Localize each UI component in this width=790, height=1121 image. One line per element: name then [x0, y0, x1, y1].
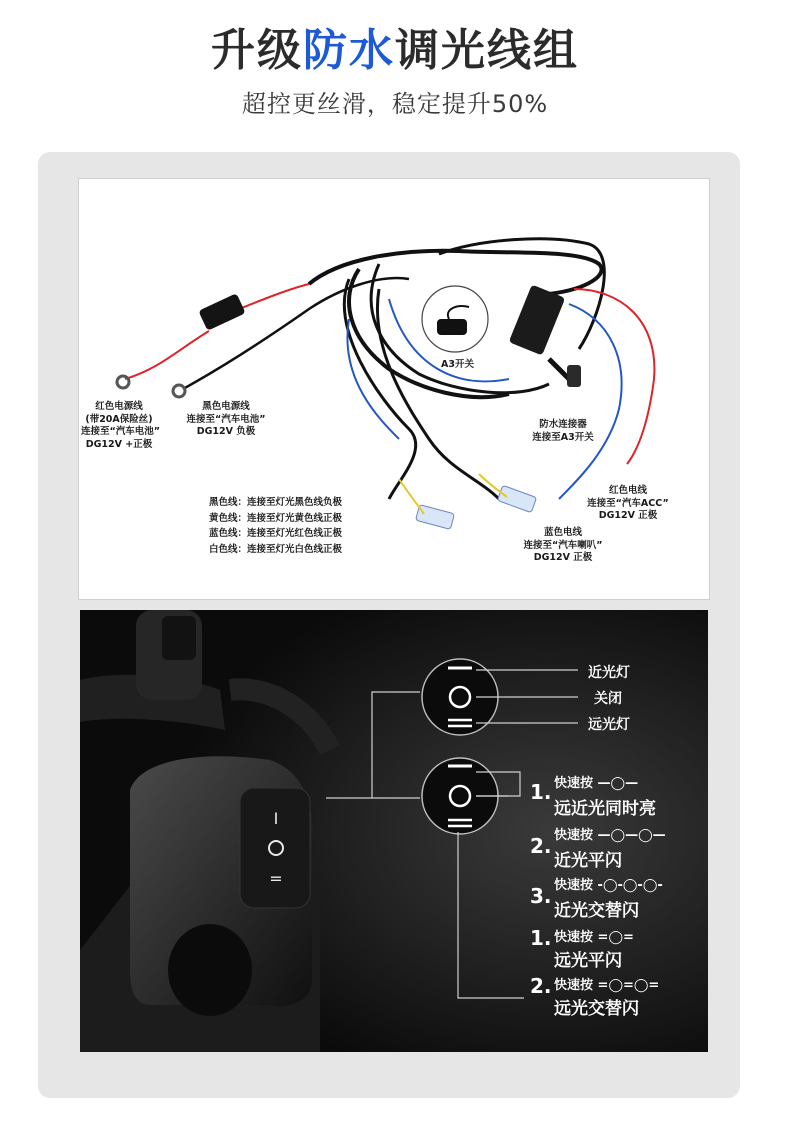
- title-pre: 升级: [211, 25, 303, 76]
- waterproof-connector: [567, 365, 581, 387]
- title-post: 调光线组: [395, 25, 579, 76]
- switch-function-panel: [80, 610, 708, 1052]
- page-title: [0, 14, 790, 78]
- mode-1-desc: 远近光同时亮: [554, 799, 656, 819]
- light-wire-blue: 蓝色线：连接至灯光红色线正极: [209, 528, 343, 539]
- legend-low-beam: 远光灯: [588, 717, 630, 733]
- relay-box: [509, 285, 566, 356]
- legend-off: 关闭: [594, 691, 622, 707]
- light-wire-yellow: 黄色线：连接至灯光黄色线正极: [209, 512, 343, 524]
- fuse-holder: [198, 293, 245, 331]
- red-acc-line-2: 连接至“汽车ACC”: [587, 497, 669, 509]
- connector-line-1: 防水连接器: [539, 419, 587, 430]
- blue-horn-line-3: DG12V 正极: [533, 552, 593, 563]
- a3-switch-label: A3开关: [441, 359, 474, 370]
- mode-3-action: [554, 874, 663, 893]
- black-power-label: [181, 401, 271, 439]
- title-highlight: 防水: [303, 25, 395, 76]
- mode-5-number: 2.: [530, 974, 552, 998]
- mode-2-desc: 近光平闪: [554, 851, 622, 871]
- svg-text:=: =: [269, 869, 283, 888]
- mode-1-symbol: —◯—: [597, 776, 639, 791]
- svg-text:I: I: [273, 809, 279, 828]
- mode-5-action-text: 快速按: [554, 978, 594, 993]
- mode-5-symbol: =◯=◯=: [597, 978, 660, 993]
- light-terminals-b: [497, 485, 536, 512]
- a3-switch-icon: [437, 319, 467, 335]
- page-subtitle: 超控更丝滑，稳定提升50%: [241, 90, 549, 118]
- blue-horn-line-2: 连接至“汽车喇叭”: [523, 539, 603, 551]
- mode-2-action-text: 快速按: [554, 828, 594, 843]
- mode-4-number: 1.: [530, 926, 552, 950]
- black-power-line-2: 连接至“汽车电池”: [186, 413, 266, 425]
- red-power-line-4: DG12V +正极: [85, 438, 153, 450]
- rocker-switch: [240, 788, 310, 908]
- mode-3-number: 3.: [530, 884, 552, 908]
- mode-4-symbol: =◯=: [597, 930, 634, 945]
- legend-high-beam: 近光灯: [588, 665, 630, 681]
- mode-5-desc: 远光交替闪: [554, 999, 639, 1019]
- mode-3-action-text: 快速按: [554, 878, 594, 893]
- mode-1-action: [554, 772, 638, 791]
- red-power-line-1: 红色电源线: [95, 401, 143, 412]
- ring-terminal-red: [117, 376, 129, 388]
- black-power-line-3: DG12V 负极: [196, 426, 256, 437]
- wiring-harness-illustration: [79, 179, 709, 599]
- red-power-line-3: 连接至“汽车电池”: [81, 426, 160, 437]
- mode-1-action-text: 快速按: [554, 776, 594, 791]
- connector-label: [521, 419, 605, 444]
- light-terminals-a: [416, 505, 455, 530]
- red-acc-line-1: 红色电线: [608, 485, 647, 496]
- mode-4-desc: 远光平闪: [554, 951, 622, 971]
- red-acc-line-3: DG12V 正极: [598, 510, 658, 521]
- mode-3-desc: 近光交替闪: [554, 901, 639, 921]
- light-wires-legend: [209, 495, 342, 557]
- red-power-label: [81, 401, 160, 451]
- light-wire-black: 黑色线：连接至灯光黑色线负极: [209, 497, 343, 508]
- mode-3-symbol: -◯-◯-◯-: [597, 878, 663, 893]
- mode-2-action: [554, 824, 666, 843]
- mode-2-number: 2.: [530, 834, 552, 858]
- ring-terminal-black: [173, 385, 185, 397]
- mode-5-action: [554, 974, 659, 993]
- light-wire-white: 白色线：连接至灯光白色线正极: [209, 543, 343, 555]
- blue-horn-label: [517, 527, 609, 565]
- red-power-line-2: (带20A保险丝): [85, 413, 153, 425]
- mode-4-action: [554, 926, 634, 945]
- wiring-diagram: [78, 178, 710, 600]
- blue-horn-line-1: 蓝色电线: [543, 527, 582, 538]
- mode-2-symbol: —◯—◯—: [597, 828, 666, 843]
- mode-1-number: 1.: [530, 780, 552, 804]
- mode-4-action-text: 快速按: [554, 930, 594, 945]
- red-acc-label: [581, 485, 675, 523]
- black-power-line-1: 黑色电源线: [202, 401, 250, 412]
- connector-line-2: 连接至A3开关: [532, 431, 594, 443]
